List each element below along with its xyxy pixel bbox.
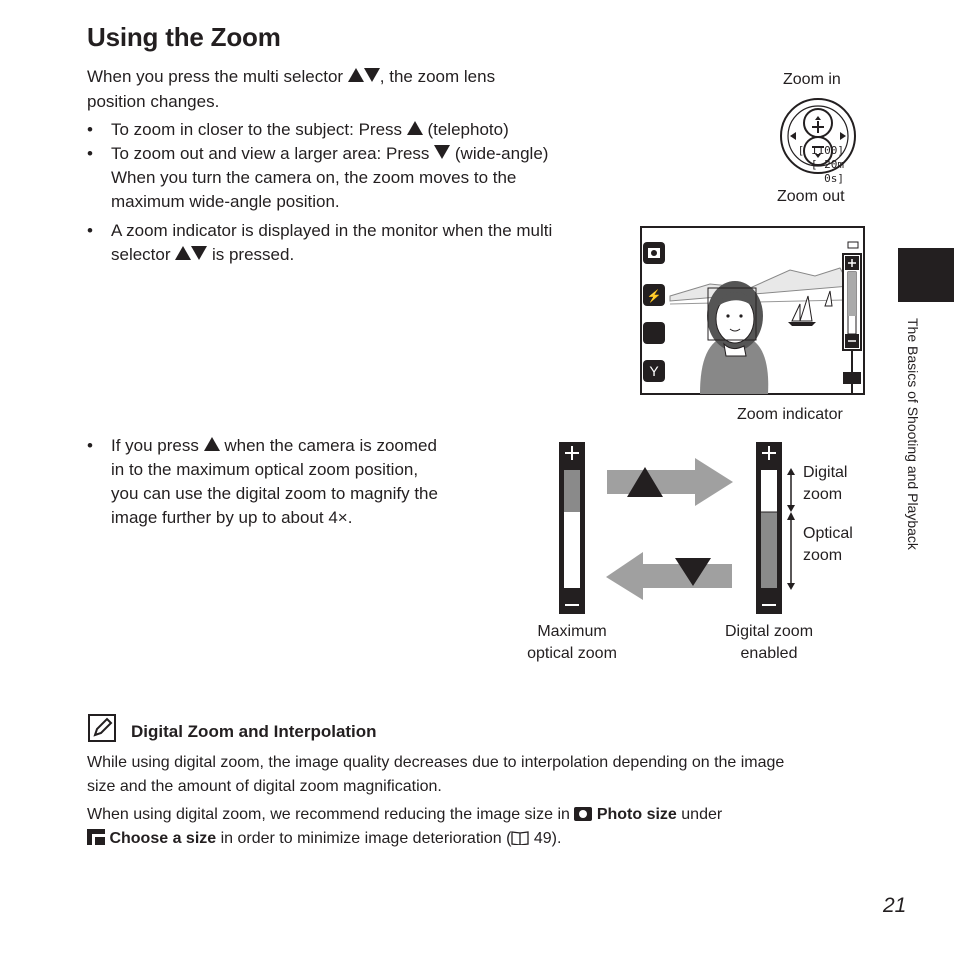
- page-number: 21: [883, 894, 907, 917]
- max-optical-zoom-label: Maximum optical zoom: [527, 623, 617, 662]
- bullet-text: is pressed.: [207, 245, 295, 264]
- triangle-up-icon: [407, 121, 423, 135]
- triangle-down-icon: [191, 246, 207, 260]
- bullet-item: • A zoom indicator is displayed in the monitor when the multi selector is pressed.: [87, 221, 553, 264]
- bullet-text: image further by up to about 4×.: [111, 508, 353, 527]
- bullet-item: • If you press when the camera is zoomed in to the maximum optical zoom position, you can use the digital zoom to magnify the image further by up to about 4×.: [87, 436, 438, 527]
- book-icon: [511, 830, 529, 847]
- bullet-text: selector: [111, 245, 176, 264]
- bullet-item: • To zoom out and view a larger area: Press (wide-angle) When you turn the camera on, the zoom moves to the maximum wide-angle position.: [87, 144, 549, 211]
- intro-paragraph: [87, 64, 587, 114]
- page-title: Using the Zoom: [87, 22, 281, 52]
- bullet-text: (wide-angle): [450, 144, 549, 163]
- bullet-text: maximum wide-angle position.: [111, 192, 340, 211]
- triangle-up-icon: [175, 246, 191, 260]
- chapter-tab: [898, 248, 954, 302]
- bullet-text: A zoom indicator is displayed in the monitor when the multi: [111, 221, 553, 240]
- menu-icon: [87, 829, 105, 845]
- intro-text: When you press the multi selector: [87, 67, 348, 86]
- camera-monitor-illustration: [640, 226, 865, 395]
- monitor-readout: [792, 144, 844, 186]
- bullet-text: (telephoto): [422, 120, 509, 139]
- bullet-text: when the camera is zoomed: [219, 436, 437, 455]
- triangle-up-icon: [348, 68, 364, 82]
- optical-zoom-label: Optical zoom: [803, 525, 853, 564]
- note-heading: Digital Zoom and Interpolation: [131, 722, 377, 741]
- bullet-text: you can use the digital zoom to magnify the: [111, 484, 438, 503]
- shots-remaining: [ 1100]: [797, 144, 844, 157]
- note-paragraph-2: When using digital zoom, we recommend reducing the image size in Photo size under Choose a size in order to minimize image deterioration ( 49).: [87, 806, 723, 847]
- triangle-down-icon: [434, 145, 450, 159]
- zoom-out-label: Zoom out: [777, 188, 845, 205]
- bullet-item: • To zoom in closer to the subject: Press (telephoto): [87, 120, 509, 139]
- digital-zoom-enabled-label: Digital zoom enabled: [724, 623, 814, 662]
- zoom-in-label: Zoom in: [783, 71, 841, 88]
- triangle-down-icon: [364, 68, 380, 82]
- svg-text:⚡: ⚡: [646, 289, 662, 303]
- camera-icon: [574, 807, 592, 821]
- movie-time: [ 20m 0s]: [810, 158, 844, 185]
- pencil-note-icon: [88, 714, 116, 742]
- digital-zoom-label: Digital zoom: [803, 464, 848, 503]
- bullet-text: To zoom in closer to the subject: Press: [111, 120, 407, 139]
- svg-text:Y: Y: [649, 363, 659, 379]
- chapter-label: The Basics of Shooting and Playback: [905, 318, 921, 550]
- zoom-indicator-caption: Zoom indicator: [737, 406, 843, 423]
- bullet-text: in to the maximum optical zoom position,: [111, 460, 419, 479]
- bullet-text: To zoom out and view a larger area: Press: [111, 144, 435, 163]
- bullet-text: When you turn the camera on, the zoom moves to the: [111, 168, 517, 187]
- note-paragraph-1: While using digital zoom, the image quality decreases due to interpolation depending on the image size and the amount of digital zoom magnification.: [87, 754, 785, 795]
- bullet-text: If you press: [111, 436, 204, 455]
- intro-text: position changes.: [87, 92, 220, 111]
- zoom-bars-diagram: [555, 440, 805, 620]
- intro-text: , the zoom lens: [379, 67, 496, 86]
- triangle-up-icon: [204, 437, 220, 451]
